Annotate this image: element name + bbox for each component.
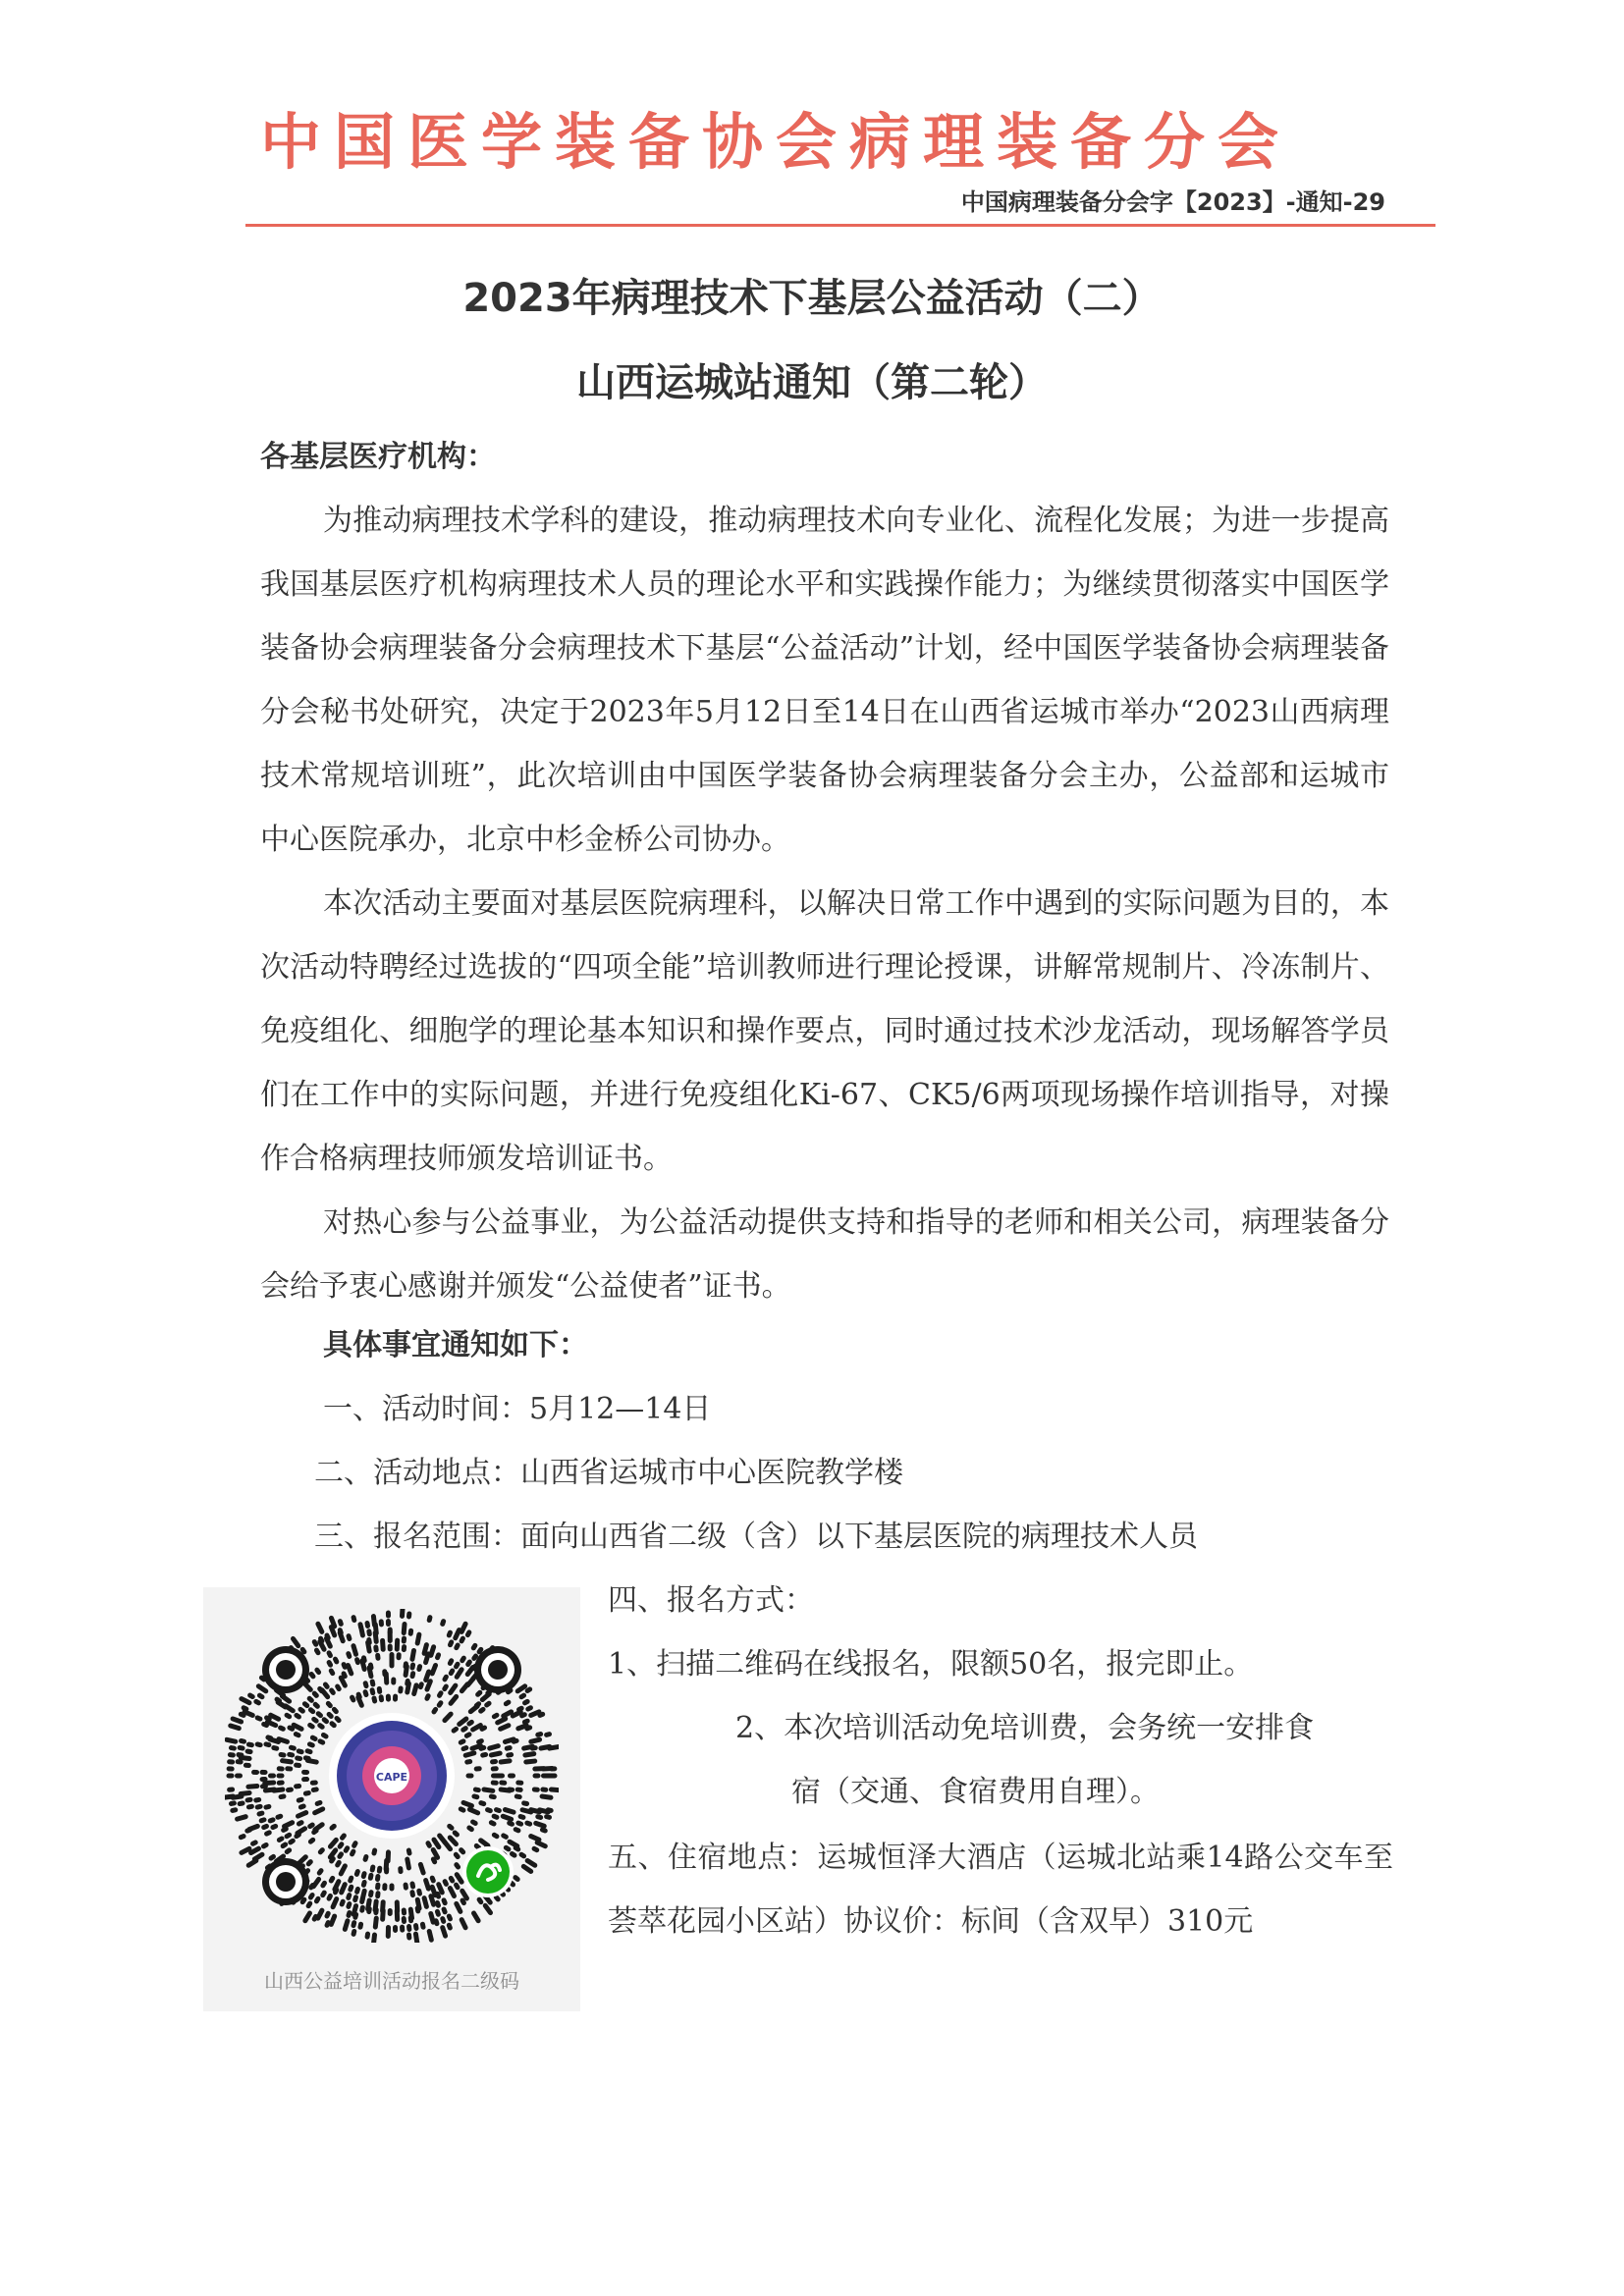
qr-code-image: [225, 1609, 559, 1943]
item-method-1: 1、扫描二维码在线报名，限额50名，报完即止。: [608, 1647, 1254, 1682]
header-divider: [245, 224, 1435, 227]
details-heading: 具体事宜通知如下：: [323, 1328, 588, 1362]
item-method-2-cont: 宿（交通、食宿费用自理）。: [791, 1775, 1160, 1809]
item-method-heading: 四、报名方式：: [608, 1583, 814, 1618]
item-location: 二、活动地点：山西省运城市中心医院教学楼: [314, 1456, 903, 1490]
notice-title-line1: 2023年病理技术下基层公益活动（二）: [462, 276, 1162, 321]
paragraph-purpose: 为推动病理技术学科的建设，推动病理技术向专业化、流程化发展；为进一步提高我国基层医疗机构病理技术人员的理论水平和实践操作能力；为继续贯彻落实中国医学装备协会病理装备分会病理技术下基层“公益活动”计划，经中国医学装备协会病理装备分会秘书处研究，决定于2023年5月12日至14日在山西省运城市举办“2023山西病理技术常规培训班”，此次培训由中国医学装备协会病理装备分会主办，公益部和运城市中心医院承办，北京中杉金桥公司协办。: [260, 504, 1389, 857]
paragraph-thanks: 对热心参与公益事业，为公益活动提供支持和指导的老师和相关公司，病理装备分会给予衷心感谢并颁发“公益使者”证书。: [260, 1205, 1389, 1304]
greeting: 各基层医疗机构：: [260, 440, 496, 474]
paragraph-content: 本次活动主要面对基层医院病理科，以解决日常工作中遇到的实际问题为目的，本次活动特聘经过选拔的“四项全能”培训教师进行理论授课，讲解常规制片、冷冻制片、免疫组化、细胞学的理论基本知识和操作要点，同时通过技术沙龙活动，现场解答学员们在工作中的实际问题，并进行免疫组化Ki-67、CK5/6两项现场操作培训指导，对操作合格病理技师颁发培训证书。: [260, 886, 1389, 1176]
item-scope: 三、报名范围：面向山西省二级（含）以下基层医院的病理技术人员: [314, 1520, 1198, 1554]
org-name-header: 中国医学装备协会病理装备分会: [260, 106, 1292, 178]
notice-title-line2: 山西运城站通知（第二轮）: [576, 360, 1048, 405]
item-time: 一、活动时间：5月12—14日: [323, 1392, 712, 1426]
item-method-2: 2、本次培训活动免培训费，会务统一安排食: [735, 1711, 1315, 1745]
wechat-mini-program-icon: [466, 1850, 510, 1894]
document-number: 中国病理装备分会字【2023】-通知-29: [960, 188, 1385, 216]
qr-center-logo-text: CAPE: [375, 1771, 408, 1784]
qr-caption: 山西公益培训活动报名二级码: [264, 1969, 519, 1993]
item-lodging: 五、住宿地点：运城恒泽大酒店（运城北站乘14路公交车至荟萃花园小区站）协议价：标间（含双早）310元: [608, 1841, 1393, 1939]
registration-qr-code[interactable]: [203, 1587, 580, 2011]
